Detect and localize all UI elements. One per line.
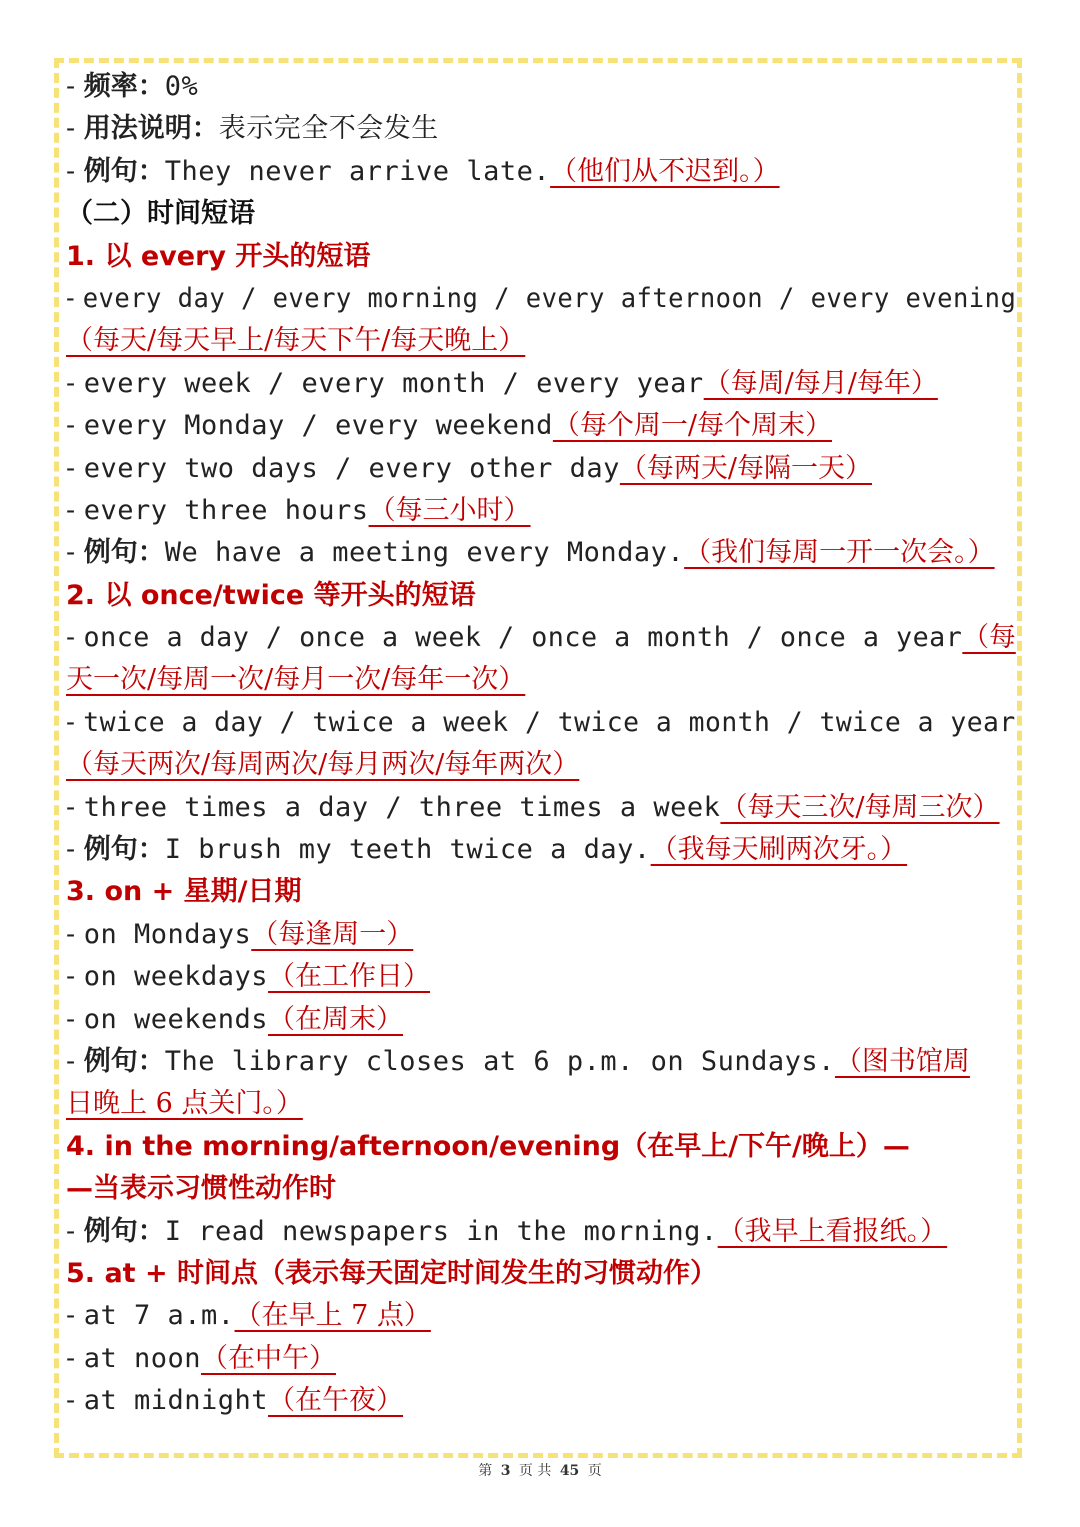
bullet-dash: - xyxy=(66,282,83,314)
bullet-dash: - xyxy=(66,1300,84,1332)
text-line xyxy=(66,108,1016,150)
chinese-translation: （在周末） xyxy=(268,1003,404,1035)
text-line xyxy=(66,914,1016,956)
bullet-dash: - xyxy=(66,155,84,187)
english-phrase: three times a day / three times a week xyxy=(83,791,721,823)
english-phrase: on Mondays xyxy=(83,918,252,950)
text-line xyxy=(66,702,1016,744)
bullet-dash: - xyxy=(66,1215,84,1247)
page-footer xyxy=(0,1460,1080,1480)
english-phrase: every two days / every other day xyxy=(83,452,620,484)
footer-page-suffix: 页 xyxy=(587,1463,602,1479)
document-body xyxy=(66,66,1016,1423)
bullet-dash: - xyxy=(66,918,84,950)
section-heading: （二）时间短语 xyxy=(66,198,255,230)
text-line xyxy=(66,1168,1016,1210)
text-line xyxy=(66,1295,1016,1337)
subsection-heading: 4. in the morning/afternoon/evening（在早上/下午/晚上）— xyxy=(66,1130,910,1162)
text-line xyxy=(66,617,1016,659)
bullet-dash: - xyxy=(66,1003,84,1035)
english-phrase: They never arrive late. xyxy=(164,155,551,187)
text-line xyxy=(66,1041,1016,1083)
chinese-translation: 天一次/每周一次/每月一次/每年一次） xyxy=(66,664,526,696)
text-line xyxy=(66,659,1016,701)
bullet-dash: - xyxy=(66,1045,84,1077)
chinese-translation: （在早上 7 点） xyxy=(234,1300,431,1332)
text-line xyxy=(66,405,1016,447)
subsection-heading: —当表示习惯性动作时 xyxy=(66,1173,336,1205)
english-phrase: on weekdays xyxy=(83,961,269,993)
bullet-dash: - xyxy=(66,452,84,484)
bullet-dash: - xyxy=(66,961,84,993)
bullet-dash: - xyxy=(66,1385,84,1417)
chinese-translation: （我每天刷两次牙。） xyxy=(650,834,908,866)
chinese-translation: （我早上看报纸。） xyxy=(717,1215,948,1247)
english-phrase: every day / every morning / every afternoon / every evening xyxy=(82,282,1017,314)
subsection-heading: 5. at + 时间点（表示每天固定时间发生的习惯动作） xyxy=(66,1257,717,1289)
field-label: 频率： xyxy=(83,71,165,102)
text-line xyxy=(66,363,1016,405)
chinese-translation: （在午夜） xyxy=(268,1385,404,1417)
english-phrase: every week / every month / every year xyxy=(83,367,704,399)
footer-total-pages: 45 xyxy=(559,1463,580,1479)
text-line xyxy=(66,236,1016,278)
chinese-translation: （每逢周一） xyxy=(251,918,414,950)
footer-prefix: 第 xyxy=(478,1463,493,1479)
bullet-dash: - xyxy=(66,537,84,569)
footer-page-number: 3 xyxy=(500,1463,511,1479)
text-line xyxy=(66,787,1016,829)
text-line xyxy=(66,829,1016,871)
bullet-dash: - xyxy=(66,622,84,654)
text-line xyxy=(66,1253,1016,1295)
english-phrase: once a day / once a week / once a month / once a year xyxy=(83,622,963,654)
text-line xyxy=(66,1126,1016,1168)
english-phrase: 0% xyxy=(164,71,199,102)
chinese-translation: （每天两次/每周两次/每月两次/每年两次） xyxy=(66,749,580,781)
english-phrase: twice a day / twice a week / twice a month / twice a year xyxy=(83,706,1016,738)
bullet-dash: - xyxy=(66,791,84,823)
english-phrase: every Monday / every weekend xyxy=(83,410,553,442)
bullet-dash: - xyxy=(66,834,84,866)
field-label: 例句： xyxy=(83,537,165,569)
text-line xyxy=(66,448,1016,490)
bullet-dash: - xyxy=(66,1342,84,1374)
bullet-dash: - xyxy=(66,494,84,526)
subsection-heading: 1. 以 every 开头的短语 xyxy=(66,240,371,272)
english-phrase: We have a meeting every Monday. xyxy=(164,537,685,569)
english-phrase: I read newspapers in the morning. xyxy=(164,1215,718,1247)
footer-page-unit: 页 xyxy=(518,1463,533,1479)
text-line xyxy=(66,151,1016,193)
field-label: 例句： xyxy=(83,834,165,866)
chinese-translation: （他们从不迟到。） xyxy=(550,155,780,187)
chinese-translation: （每天/每天早上/每天下午/每天晚上） xyxy=(66,325,526,357)
subsection-heading: 2. 以 once/twice 等开头的短语 xyxy=(66,579,476,611)
chinese-translation: （每三小时） xyxy=(368,494,531,526)
english-phrase: at midnight xyxy=(83,1385,269,1417)
english-phrase: at 7 a.m. xyxy=(83,1300,235,1332)
chinese-translation: （每周/每月/每年） xyxy=(703,367,938,399)
chinese-translation: （每个周一/每个周末） xyxy=(552,410,832,442)
chinese-translation: （图书馆周 xyxy=(834,1045,970,1077)
bullet-dash: - xyxy=(66,367,84,399)
text-line xyxy=(66,278,1017,320)
english-phrase: every three hours xyxy=(83,494,369,526)
field-label: 例句： xyxy=(83,1215,165,1247)
english-phrase: The library closes at 6 p.m. on Sundays. xyxy=(164,1045,835,1077)
field-label: 用法说明： xyxy=(83,113,219,145)
text-line xyxy=(66,193,1016,235)
english-phrase: on weekends xyxy=(83,1003,269,1035)
chinese-translation: 日晚上 6 点关门。） xyxy=(66,1088,303,1120)
text-line xyxy=(66,871,1016,913)
bullet-dash: - xyxy=(66,410,84,442)
text-line xyxy=(66,1338,1016,1380)
text-line xyxy=(66,1380,1016,1422)
text-line xyxy=(66,66,1016,108)
field-label: 例句： xyxy=(83,155,165,187)
field-label: 例句： xyxy=(83,1045,165,1077)
chinese-translation: （每 xyxy=(962,622,1016,654)
text-line xyxy=(66,744,1016,786)
chinese-translation: （每两天/每隔一天） xyxy=(619,452,872,484)
text-line xyxy=(66,575,1016,617)
bullet-dash: - xyxy=(66,71,84,102)
chinese-translation: （我们每周一开一次会。） xyxy=(684,537,995,569)
text-line xyxy=(66,956,1016,998)
footer-total-label: 共 xyxy=(537,1463,552,1479)
bullet-dash: - xyxy=(66,113,84,145)
subsection-heading: 3. on + 星期/日期 xyxy=(66,876,302,908)
english-phrase: at noon xyxy=(83,1342,202,1374)
chinese-translation: （在中午） xyxy=(201,1342,337,1374)
chinese-translation: （每天三次/每周三次） xyxy=(720,791,1000,823)
english-phrase: 表示完全不会发生 xyxy=(218,113,439,145)
text-line xyxy=(66,1211,1016,1253)
text-line xyxy=(66,320,1016,362)
text-line xyxy=(66,532,1016,574)
text-line xyxy=(66,999,1016,1041)
text-line xyxy=(66,490,1016,532)
english-phrase: I brush my teeth twice a day. xyxy=(164,834,651,866)
text-line xyxy=(66,1083,1016,1125)
bullet-dash: - xyxy=(66,706,84,738)
chinese-translation: （在工作日） xyxy=(268,961,431,993)
